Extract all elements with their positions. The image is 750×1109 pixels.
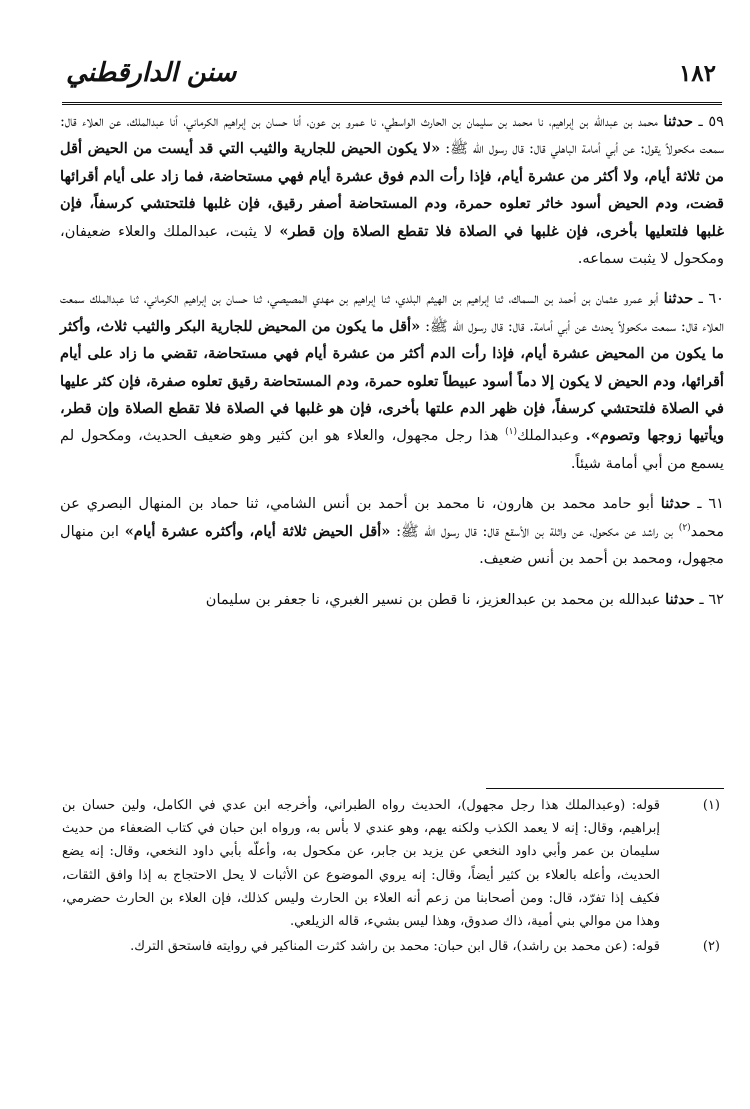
hadith-grading: لا يثبت، عبدالملك والعلاء ضعيفان، ومكحول لا يثبت سماعه. [60,222,724,268]
footnote-number: (٢) [702,939,720,955]
haddathana-marker: حدثنا [665,590,695,608]
isnad-chain: عبدالله بن محمد بن عبدالعزيز، نا قطن بن نسير الغبري، نا جعفر بن سليمان [205,590,661,608]
haddathana-marker: حدثنا [663,290,694,308]
hadith-number: ٦١ ـ [697,495,724,513]
isnad-chain: محمد بن عبدالله بن إبراهيم، نا محمد بن سليمان بن الحارث الواسطي، نا عمرو بن عون، أنا حسان بن إبراهيم الكرماني، أنا عبدالملك، عن العلاء قال: سمعت مكحولاً يقول: عن أبي أمامة الباهلي قال: قال رسول الله ﷺ: [60,113,724,158]
footnote-1 [62,794,720,933]
footnote-ref-1[interactable]: (١) [505,427,517,438]
hadith-grading-start: وعبدالملك [517,427,579,445]
hadith-61 [60,490,724,572]
hadith-59 [60,108,724,272]
hadith-matn: «أقل ما يكون من المحيض للجارية البكر والثيب ثلاث، وأكثر ما يكون من المحيض عشرة أيام، فإذا رأت الدم أكثر من عشرة أيام فهي مستحاضة، تقضي ما زاد على أيام أقرائها، ودم الحيض لا يكون إلا دماً أسود عبيطاً تعلوه حمرة، ودم المستحاضة رقيق تعلوه صفرة، فإن كثر عليها في الصلاة فلتحتشي كرسفاً، فإن ظهر الدم علتها بأخرى، فإن هو غلبها في الصلاة فلا تقطع الصلاة وإن قطر، ويأتيها زوجها وتصوم». [60,317,724,445]
haddathana-marker: حدثنا [663,113,693,130]
hadith-matn: «لا يكون الحيض للجارية والثيب التي قد أيست من الحيض أقل من ثلاثة أيام، ولا أكثر من عشرة أيام، فإذا رأت الدم فوق عشرة أيام فهي مستحاضة، فما زاد على أيام أقرائها قضت، ودم الحيض أسود خاثر تعلوه حمرة، ودم المستحاضة أصفر رقيق، فإن غلبها فلتحتشي كرسفاً، فإن غلبها فلتعليها بأخرى، فإن غلبها في الصلاة فلا تقطع الصلاة وإن قطر» [60,140,724,240]
header-divider [62,102,722,105]
footnotes [62,794,720,960]
footnote-text: قوله: (وعبدالملك هذا رجل مجهول)، الحديث رواه الطبراني، وأخرجه ابن عدي في الكامل، ولين حسان بن إبراهيم، وقال: إنه لا يعمد الكذب ولكنه يهم، وهو عندي لا بأس به، ورواه ابن حبان في كتاب الضعفاء من حديث سليمان بن عمر وأبي داود النخعي عن يزيد بن جابر، عن مكحول به، وأعلّه بأبي داود النخعي، وقال: إنه يضع الحديث، وأعله بالعلاء بن كثير أيضاً، وقال: إنه يروي الموضوع عن الأثبات لا يحل الاحتجاج به إذا وافق الثقات، فكيف إذا تفرّد، قال: ومن أصحابنا من زعم أنه العلاء بن الحارث وليس كذلك، فإن العلاء بن الحارث حضرمي، وهذا من موالي بني أمية، ذاك صدوق، وهذا ليس بشيء، قاله الزيلعي. [62,798,660,930]
hadith-60 [60,285,724,477]
hadith-number: ٦٠ ـ [698,290,725,308]
isnad-chain-end: بن راشد عن مكحول، عن واثلة بن الأسقع قال: قال رسول الله ﷺ: [396,522,674,540]
hadith-grading: هذا رجل مجهول، والعلاء هو ابن كثير وهو ضعيف الحديث، ومكحول لم يسمع من أبي أمامة شيئاً. [60,427,724,472]
isnad-chain-start: أبو حامد محمد بن هارون، نا محمد بن أحمد بن أنس الشامي، ثنا حماد بن المنهال البصري عن محمد [60,495,725,540]
hadith-number: ٥٩ ـ [698,113,725,130]
isnad-chain: أبو عمرو عثمان بن أحمد بن السماك، ثنا إبراهيم بن الهيثم البلدي، ثنا إبراهيم بن مهدي المصيصي، ثنا حسان بن إبراهيم الكرماني، ثنا عبدالملك سمعت العلاء قال: سمعت مكحولاً يحدث عن أبي أمامة. قال: قال رسول الله ﷺ: [60,290,725,335]
book-title: سنن الدارقطني [66,58,237,88]
footnote-2 [62,935,720,958]
haddathana-marker: حدثنا [660,495,691,513]
footnote-ref-2[interactable]: (٢) [678,522,691,533]
hadith-grading: ابن منهال مجهول، ومحمد بن أحمد بن أنس ضعيف. [60,522,724,568]
hadith-number: ٦٢ ـ [699,590,724,608]
page-number: ١٨٢ [678,60,716,87]
footnote-text: قوله: (عن محمد بن راشد)، قال ابن حبان: محمد بن راشد كثرت المناكير في روايته فاستحق الترك. [130,939,660,955]
main-text [60,108,724,626]
footnote-divider [486,788,724,789]
hadith-matn: «أقل الحيض ثلاثة أيام، وأكثره عشرة أيام» [124,522,391,540]
running-header [66,58,716,102]
hadith-62 [60,586,724,613]
footnote-number: (١) [702,798,720,813]
